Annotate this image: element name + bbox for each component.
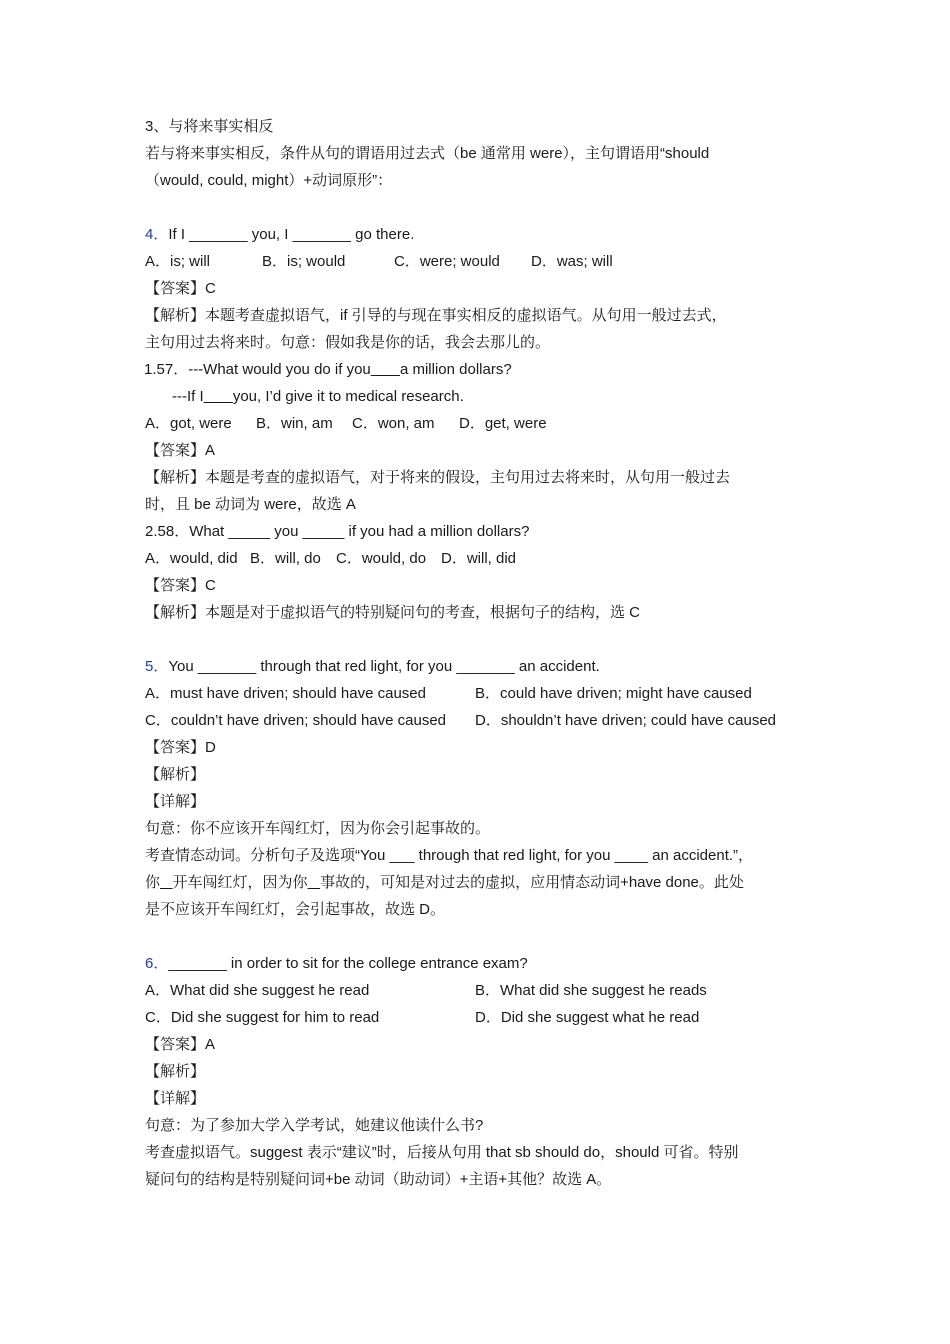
blank xyxy=(204,388,233,405)
question-2-58: 2.58．What _____ you _____ if you had a million dollars? xyxy=(145,523,530,540)
section-text: （would, could, might）+动词原形”： xyxy=(145,172,393,189)
option-a: A．must have driven; should have caused xyxy=(145,685,426,702)
explanation xyxy=(145,872,815,899)
analysis: 主句用过去将来时。句意：假如我是你的话，我会去那儿的。 xyxy=(145,334,551,351)
question-4 xyxy=(145,224,815,251)
question-text: 1.57．---What would you do if you xyxy=(144,361,371,378)
question-number: 4． xyxy=(145,226,169,243)
option-c: C．would, do xyxy=(336,550,427,567)
explanation: 考查情态动词。分析句子及选项“You ___ through that red light, for you ____ an accident.”， xyxy=(145,847,754,864)
explanation: 考查虚拟语气。suggest 表示“建议”时，后接从句用 that sb should do，should 可省。特别 xyxy=(145,1144,739,1161)
option-c: C．couldn’t have driven; should have caused xyxy=(145,712,447,729)
question-6 xyxy=(145,953,815,980)
explanation: 疑问句的结构是特别疑问词+be 动词（助动词）+主语+其他？故选 A。 xyxy=(145,1171,612,1188)
question-text: You _______ through that red light, for you _______ an accident. xyxy=(168,658,600,675)
option-b: B．will, do xyxy=(250,550,321,567)
question-4-options xyxy=(145,251,815,278)
sentence-meaning: 句意：你不应该开车闯红灯，因为你会引起事故的。 xyxy=(145,820,491,837)
option-c: C．were; would xyxy=(394,253,500,270)
answer: 【答案】A xyxy=(145,1036,216,1053)
option-d: D．Did she suggest what he read xyxy=(475,1009,700,1026)
answer: 【答案】A xyxy=(145,442,216,459)
question-text: ---If I xyxy=(172,388,204,405)
question-5-options-row2 xyxy=(145,710,815,737)
question-text: you, I’d give it to medical research. xyxy=(232,388,464,405)
option-d: D．was; will xyxy=(531,253,613,270)
analysis: 时，且 be 动词为 were，故选 A xyxy=(145,496,356,513)
option-b: B．What did she suggest he reads xyxy=(475,982,707,999)
analysis-label: 【解析】 xyxy=(145,1063,206,1080)
option-a: A．would, did xyxy=(145,550,238,567)
blank xyxy=(308,874,321,891)
section-heading: 3、与将来事实相反 xyxy=(145,118,274,135)
option-b: B．could have driven; might have caused xyxy=(475,685,752,702)
question-5 xyxy=(145,656,815,683)
question-text: If I _______ you, I _______ go there. xyxy=(168,226,415,243)
detail-label: 【详解】 xyxy=(145,1090,206,1107)
question-1-57 xyxy=(144,359,815,386)
option-c: C．Did she suggest for him to read xyxy=(145,1009,380,1026)
question-number: 5． xyxy=(145,658,169,675)
detail-label: 【详解】 xyxy=(145,793,206,810)
question-text: _______ in order to sit for the college entrance exam? xyxy=(168,955,528,972)
spacer xyxy=(145,926,815,953)
answer: 【答案】C xyxy=(145,577,216,594)
explanation-text: 开车闯红灯，因为你 xyxy=(172,874,308,891)
question-6-options-row1 xyxy=(145,980,815,1007)
section-text: 若与将来事实相反，条件从句的谓语用过去式（be 通常用 were），主句谓语用“should xyxy=(145,145,710,162)
question-2-58-options xyxy=(145,548,815,575)
option-d: D．get, were xyxy=(459,415,547,432)
question-1-57-line2 xyxy=(145,386,815,413)
option-c: C．won, am xyxy=(352,415,435,432)
spacer xyxy=(145,197,815,224)
option-d: D．will, did xyxy=(441,550,517,567)
option-b: B．is; would xyxy=(262,253,346,270)
option-d: D．shouldn’t have driven; could have caused xyxy=(475,712,777,729)
question-6-options-row2 xyxy=(145,1007,815,1034)
question-number: 6． xyxy=(145,955,169,972)
blank xyxy=(371,361,400,378)
question-1-57-options xyxy=(145,413,815,440)
option-b: B．win, am xyxy=(256,415,333,432)
question-5-options-row1 xyxy=(145,683,815,710)
spacer xyxy=(145,629,815,656)
analysis: 【解析】本题是对于虚拟语气的特别疑问句的考查，根据句子的结构，选 C xyxy=(145,604,641,621)
sentence-meaning: 句意：为了参加大学入学考试，她建议他读什么书? xyxy=(145,1117,484,1134)
answer: 【答案】D xyxy=(145,739,216,756)
analysis: 【解析】本题考查虚拟语气，if 引导的与现在事实相反的虚拟语气。从句用一般过去式， xyxy=(145,307,727,324)
analysis-label: 【解析】 xyxy=(145,766,206,783)
blank xyxy=(160,874,173,891)
option-a: A．got, were xyxy=(145,415,232,432)
explanation: 是不应该开车闯红灯，会引起事故，故选 D。 xyxy=(145,901,446,918)
document-content xyxy=(145,116,815,1196)
explanation-text: 事故的，可知是对过去的虚拟，应用情态动词+have done。此处 xyxy=(320,874,744,891)
option-a: A．is; will xyxy=(145,253,211,270)
explanation-text: 你 xyxy=(145,874,161,891)
analysis: 【解析】本题是考查的虚拟语气，对于将来的假设，主句用过去将来时，从句用一般过去 xyxy=(145,469,731,486)
option-a: A．What did she suggest he read xyxy=(145,982,370,999)
answer: 【答案】C xyxy=(145,280,216,297)
question-text: a million dollars? xyxy=(399,361,512,378)
